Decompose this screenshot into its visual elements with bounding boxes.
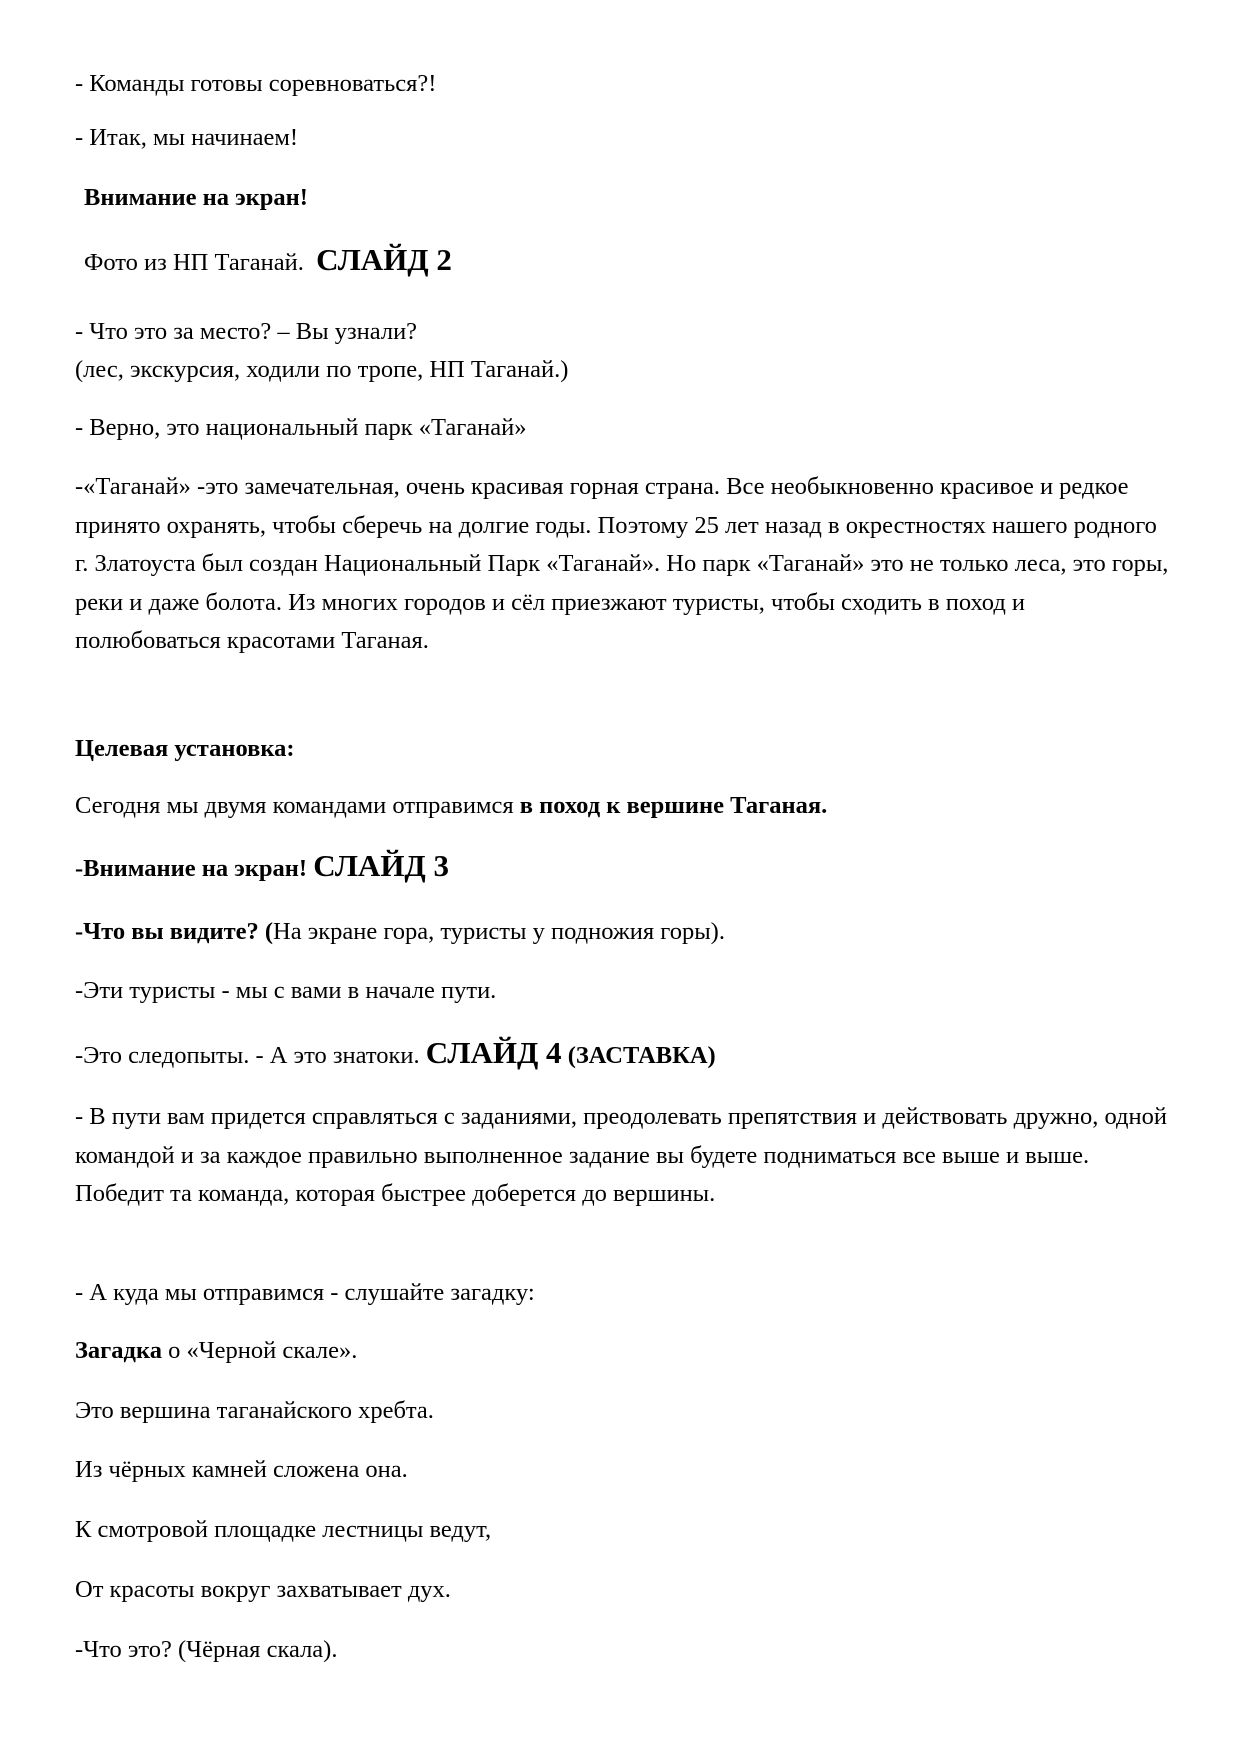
what-see-bold: -Что вы видите? ( [75, 918, 274, 945]
riddle-answer: -Что это? (Чёрная скала). [75, 1636, 338, 1663]
park-paragraph: -«Таганай» -это замечательная, очень красивая горная страна. Все необыкновенно красивое и редкое принято охранять, чтобы сберечь на долгие годы. Поэтому 25 лет назад в окрестностях нашего родного г. Златоуста был создан Национальный Парк «Таганай». Но парк «Таганай» это не только леса, это горы, реки и даже болота. Из многих городов и сёл приезжают туристы, чтобы сходить в поход и полюбоваться красотами Таганая. [75, 473, 1169, 654]
photo-caption: Фото из НП Таганай. [84, 249, 304, 276]
goal-text-plain: Сегодня мы двумя командами отправимся [75, 792, 520, 819]
attention-heading-2 [75, 846, 449, 888]
line-start: - Итак, мы начинаем! [75, 124, 299, 151]
goal-heading-text: Целевая установка: [75, 735, 295, 762]
what-see-plain: На экране гора, туристы у подножия горы). [273, 918, 725, 945]
line-teams-ready: - Команды готовы соревноваться?! [75, 70, 437, 97]
riddle-intro: - А куда мы отправимся - слушайте загадку: [75, 1279, 535, 1306]
goal-heading [75, 729, 295, 768]
answer-place: (лес, экскурсия, ходили по тропе, НП Таганай.) [75, 356, 569, 383]
photo-line [84, 240, 452, 282]
riddle-label: Загадка [75, 1337, 162, 1364]
attention-text-2: -Внимание на экран! [75, 855, 308, 882]
riddle-line-1: Это вершина таганайского хребта. [75, 1397, 434, 1424]
slide-3-label: СЛАЙД 3 [313, 848, 450, 883]
tourists-line: -Эти туристы - мы с вами в начале пути. [75, 977, 497, 1004]
what-see-line [75, 912, 725, 951]
riddle-heading [75, 1331, 357, 1370]
teams-text: -Это следопыты. - А это знатоки. [75, 1042, 420, 1069]
slide-4-note: (ЗАСТАВКА) [567, 1042, 716, 1069]
teams-line [75, 1033, 716, 1075]
riddle-line-4: От красоты вокруг захватывает дух. [75, 1576, 451, 1603]
tasks-paragraph: - В пути вам придется справляться с заданиями, преодолевать препятствия и действовать дружно, одной командой и за каждое правильно выполненное задание вы будете подниматься все выше и выше. Победит та команда, которая быстрее доберется до вершины. [75, 1103, 1167, 1207]
correct-park-line: - Верно, это национальный парк «Таганай» [75, 414, 527, 441]
slide-2-label: СЛАЙД 2 [316, 242, 452, 277]
riddle-line-3: К смотровой площадке лестницы ведут, [75, 1516, 492, 1543]
riddle-line-2: Из чёрных камней сложена она. [75, 1456, 408, 1483]
attention-heading-1 [84, 178, 308, 217]
slide-4-label: СЛАЙД 4 [425, 1035, 562, 1070]
attention-text-1: Внимание на экран! [84, 184, 308, 211]
goal-text-bold: в поход к вершине Таганая. [519, 792, 828, 819]
question-place: - Что это за место? – Вы узнали? [75, 318, 418, 345]
riddle-about: о «Черной скале». [161, 1337, 358, 1364]
goal-line [75, 786, 827, 825]
